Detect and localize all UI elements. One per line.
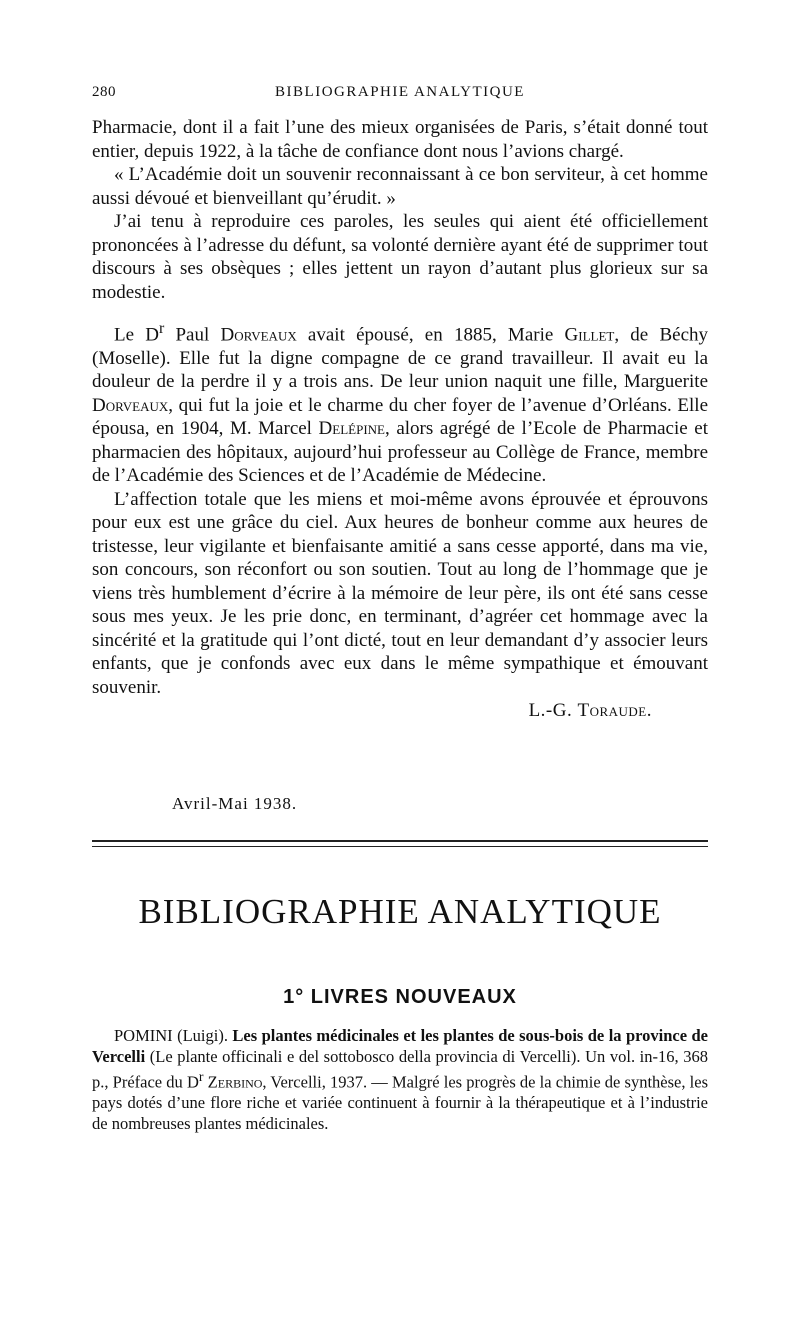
page-header [92,84,708,108]
paragraph: J’ai tenu à reproduire ces paroles, les seules qui aient été officiellement prononcées à l’adresse du défunt, sa volonté dernière ayant été de supprimer tout discours à ses obsèques ; elles jettent un rayon d’autant plus glorieux sur sa modestie. [92,211,708,303]
signature-end: . [646,700,652,722]
paragraph: L’affection totale que les miens et moi-même avons éprouvée et éprouvons pour eux est une grâce du ciel. Aux heures de bonheur comme aux heures de tristesse, leur vigilante et bienfaisante amitié a sans cesse apporté, dans ma vie, son concours, son réconfort ou son soutien. Tout au long de l’hommage que je viens très humblement d’écrire à la mémoire de leur père, ils ont été sans cesse sous mes yeux. Je les prie donc, en terminant, d’agréer cet hommage avec la sincérité et la gratitude qui l’ont dicté, tout en leur demandant d’y associer leurs enfants, que je confonds avec eux dans le même sympathique et émouvant souvenir. [92,488,708,698]
signature-initials: L.-G. [528,700,578,722]
text-run: (Le plante officinali e del sottobosco della provincia di Vercelli). Un vol. in-16, 368 p., Préface du D [92,1046,708,1092]
sub-heading: 1° LIVRES NOUVEAUX [283,986,517,1008]
review-title: Les plantes médicinales et les plantes de sous-bois de la province de Vercelli [92,1026,708,1066]
text-run: , alors agrégé de l’Ecole de Pharmacie et pharmacien des hôpitaux, aujourd’hui professeur au Collège de France, membre de l’Académie des Sciences et de l’Académie de Médecine. [92,418,708,487]
signature [92,699,708,723]
text-run: , Vercelli, 1937. — Malgré les progrès de la chimie de synthèse, les pays dotés d’une flore riche et variée continuent à fournir à la thérapeutique et à l’industrie de nombreuses plantes médicinales. [92,1072,708,1133]
person-name: Zerbino [207,1072,263,1092]
quote-paragraph: « L’Académie doit un souvenir reconnaissant à ce bon serviteur, à cet homme aussi dévoué et bienveillant qu’érudit. » [92,164,708,209]
review-author: POMINI (Luigi). [114,1026,233,1045]
page-number: 280 [92,84,116,100]
obituary-text [92,116,708,723]
running-head: BIBLIOGRAPHIE ANALYTIQUE [275,84,525,100]
person-name: Dorveaux [220,324,297,346]
double-rule-bottom [92,846,708,847]
section-heading: BIBLIOGRAPHIE ANALYTIQUE [138,892,662,931]
date-line: Avril-Mai 1938. [172,794,298,813]
review-paragraph [92,1026,708,1134]
person-name: Dorveaux [92,394,169,416]
superscript: r [158,320,165,337]
text-run: , qui fut la joie et le charme du cher foyer de l’avenue d’Orléans. Elle épousa, en 1904, M. Marcel [92,394,708,440]
book-review [92,1026,708,1134]
paragraph: Pharmacie, dont il a fait l’une des mieux organisées de Paris, s’était donné tout entier, depuis 1922, à la tâche de confiance dont nous l’avions chargé. [92,117,708,162]
text-run: avait épousé, en 1885, Marie [296,324,565,346]
signature-name: Toraude [577,700,647,722]
text-run: Paul [164,324,221,346]
double-rule-top [92,840,708,842]
person-name: Gillet [564,324,615,346]
text-run: , de Béchy (Moselle). Elle fut la digne compagne de ce grand travailleur. Il avait eu la douleur de la perdre il y a trois ans. De leur union naquit une fille, Marguerite [92,324,709,393]
person-name: Delépine [318,418,385,440]
text-run: Le D [114,324,159,346]
paragraph-family [92,317,708,488]
superscript: r [198,1069,204,1084]
